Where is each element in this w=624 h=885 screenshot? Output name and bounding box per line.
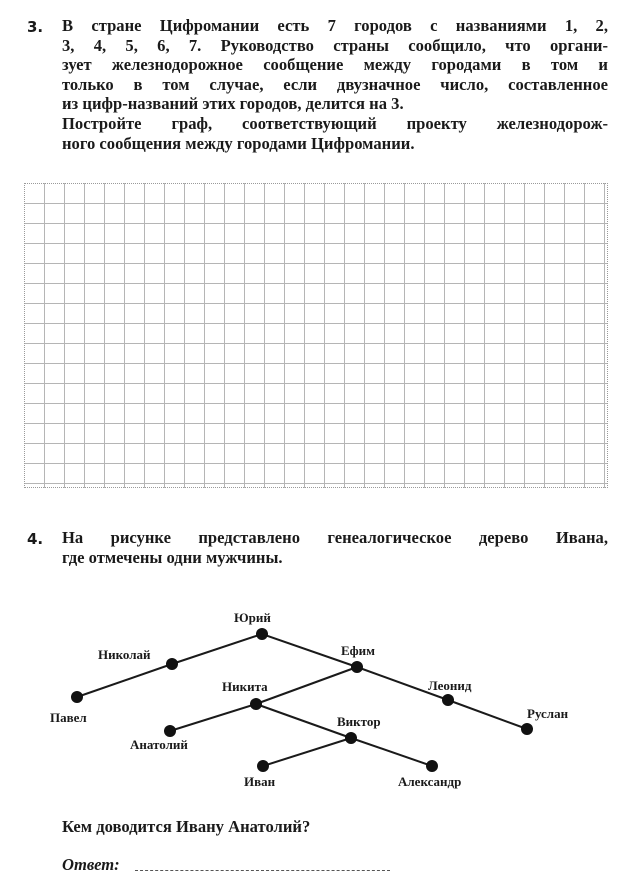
node-nikolay [166, 658, 178, 670]
edge-yuri-nikolay [172, 634, 262, 664]
node-pavel [71, 691, 83, 703]
label-efim: Ефим [341, 643, 376, 658]
label-viktor: Виктор [337, 714, 381, 729]
task-4-line-1: На рисунке представлено генеалогическое дерево Ивана, [62, 528, 608, 547]
task-3-line-3: зует железнодорожное сообщение между городами в том и [62, 55, 608, 75]
edge-nikita-anatoly [170, 704, 256, 731]
task-3-line-2: 3, 4, 5, 6, 7. Руководство страны сообщило, что органи- [62, 35, 608, 55]
task-3-number: 3. [27, 18, 44, 36]
edge-nikolay-pavel [77, 664, 172, 697]
node-anatoly [164, 725, 176, 737]
node-alexandr [426, 760, 438, 772]
edge-leonid-ruslan [448, 700, 527, 729]
node-ivan [257, 760, 269, 772]
node-nikita [250, 698, 262, 710]
task-3-line-1: В стране Цифромании есть 7 городов с названиями 1, 2, [62, 16, 608, 35]
label-nikita: Никита [222, 679, 268, 694]
answer-label: Ответ: [62, 855, 120, 874]
task-3-line-5: из цифр-названий этих городов, делится на 3. [62, 94, 404, 114]
label-yuri: Юрий [234, 610, 271, 625]
label-leonid: Леонид [428, 678, 472, 693]
task-4-number: 4. [27, 530, 44, 548]
task-3-line-6: Постройте граф, соответствующий проекту железнодорож- [62, 113, 608, 133]
node-yuri [256, 628, 268, 640]
label-ruslan: Руслан [527, 706, 569, 721]
node-viktor [345, 732, 357, 744]
node-ruslan [521, 723, 533, 735]
task-4-line-2: где отмечены одни мужчины. [62, 547, 283, 567]
task-4-question: Кем доводится Ивану Анатолий? [62, 817, 311, 836]
node-leonid [442, 694, 454, 706]
label-alexandr: Александр [398, 774, 462, 789]
label-anatoly: Анатолий [130, 737, 188, 752]
task-3-line-4: только в том случае, если двузначное число, составленное [62, 74, 608, 94]
edge-viktor-ivan [263, 738, 351, 766]
edge-efim-nikita [256, 667, 357, 704]
edge-viktor-alexandr [351, 738, 432, 766]
task-3-line-7: ного сообщения между городами Цифромании. [62, 133, 415, 153]
label-pavel: Павел [50, 710, 87, 725]
node-efim [351, 661, 363, 673]
label-nikolay: Николай [98, 647, 151, 662]
label-ivan: Иван [244, 774, 276, 789]
answer-input-line[interactable] [135, 870, 390, 871]
